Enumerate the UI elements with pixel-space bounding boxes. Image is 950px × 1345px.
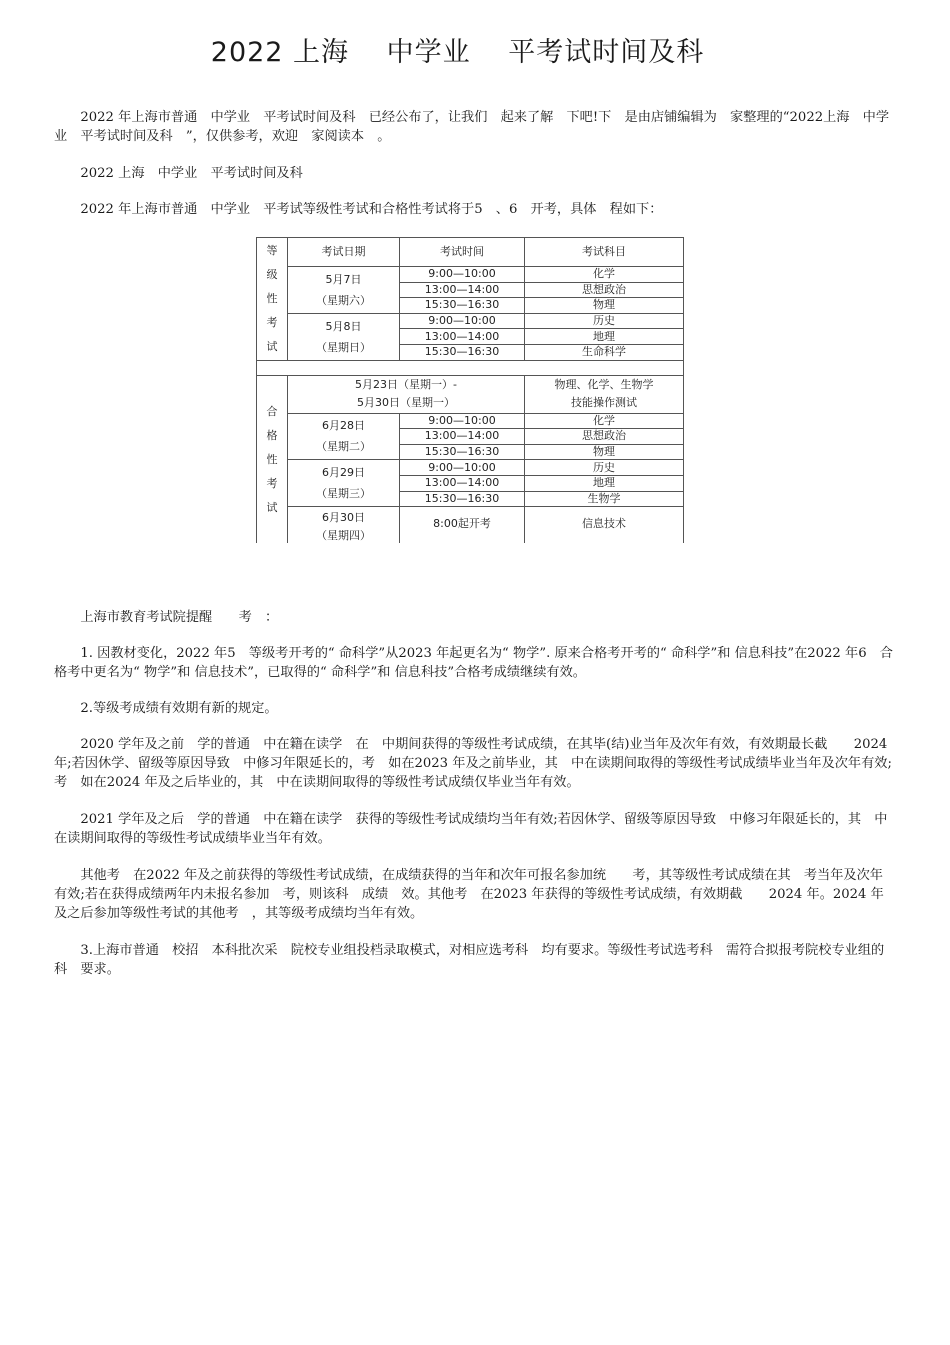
exam-time: 9:00—10:00 [400, 413, 525, 429]
rule-1-paragraph: 1. 因教材变化，2022 年5 等级考开考的“ 命科学”从2023 年起更名为“ 物学”. 原来合格考开考的“ 命科学”和 信息科技”在2022 年6 合格考中更名为“ 物学”和 信息技术”，已取得的“ 命科学”和 信息科技”合格考成绩继续有效。 [54, 646, 893, 680]
subtitle-paragraph: 2022 上海 中学业 平考试时间及科 [54, 166, 303, 181]
rule-2-paragraph: 2.等级考成绩有效期有新的规定。 [54, 701, 278, 716]
header-time: 考试时间 [400, 238, 525, 267]
exam-subject: 思想政治 [525, 429, 684, 445]
exam-subject: 思想政治 [525, 282, 684, 298]
rule-2021-paragraph: 2021 学年及之后 学的普通 中在籍在读学 获得的等级性考试成绩均当年有效;若因休学、留级等原因导致 中修习年限延长的，其 中在读期间取得的等级性考试成绩毕业当年有效。 [54, 812, 888, 846]
graded-date: 5月8日 （星期日） [288, 313, 400, 360]
header-date: 考试日期 [288, 238, 400, 267]
exam-time: 13:00—14:00 [400, 429, 525, 445]
exam-subject: 地理 [525, 475, 684, 491]
qualifying-date: 6月30日 （星期四） [288, 507, 400, 543]
exam-subject: 生物学 [525, 491, 684, 507]
qualifying-exam-label: 合 格 性 考 试 [257, 375, 288, 543]
exam-subject: 历史 [525, 460, 684, 476]
exam-time: 9:00—10:00 [400, 460, 525, 476]
exam-subject: 物理 [525, 298, 684, 314]
rule-3-paragraph: 3.上海市普通 校招 本科批次采 院校专业组投档录取模式，对相应选考科 均有要求。等级性考试选考科 需符合拟报考院校专业组的科 要求。 [54, 943, 885, 977]
other-candidates-paragraph: 其他考 在2022 年及之前获得的等级性考试成绩，在成绩获得的当年和次年可报名参加统 考，其等级性考试成绩在其 考当年及次年有效;若在获得成绩两年内未报名参加 考，则该科 成绩 效。其他考 在2023 年获得的等级性考试成绩，有效期截 2024 年。2024 年及之后参加等级性考试的其他考 ，其等级考成绩均当年有效。 [54, 868, 884, 921]
exam-time: 8:00起开考 [400, 507, 525, 543]
exam-subject: 生命科学 [525, 344, 684, 360]
table-divider [257, 360, 684, 375]
intro-paragraph: 2022 年上海市普通 中学业 平考试时间及科 已经公布了，让我们 起来了解 下吧!下 是由店铺编辑为 家整理的“2022上海 中学业 平考试时间及科 ”，仅供参考，欢迎 家阅读本 。 [54, 110, 890, 144]
exam-time: 13:00—14:00 [400, 282, 525, 298]
page-title: 2022 上海 中学业 平考试时间及科 [210, 37, 705, 68]
exam-time: 15:30—16:30 [400, 298, 525, 314]
exam-time: 13:00—14:00 [400, 475, 525, 491]
graded-exam-label: 等 级 性 考 试 [257, 238, 288, 361]
reminder-heading: 上海市教育考试院提醒 考 ： [54, 610, 279, 625]
exam-schedule-table [256, 237, 684, 543]
exam-time: 13:00—14:00 [400, 329, 525, 345]
exam-subject: 地理 [525, 329, 684, 345]
schedule-intro-paragraph: 2022 年上海市普通 中学业 平考试等级性考试和合格性考试将于5 、6 开考，具体 程如下： [54, 202, 663, 217]
lab-test-date: 5月23日（星期一）- 5月30日（星期一） [288, 375, 525, 413]
lab-test-subject: 物理、化学、生物学 技能操作测试 [525, 375, 684, 413]
exam-time: 15:30—16:30 [400, 491, 525, 507]
exam-subject: 化学 [525, 267, 684, 283]
exam-subject: 信息技术 [525, 507, 684, 543]
exam-time: 9:00—10:00 [400, 267, 525, 283]
qualifying-date: 6月28日 （星期二） [288, 413, 400, 460]
rule-2020-paragraph: 2020 学年及之前 学的普通 中在籍在读学 在 中期间获得的等级性考试成绩，在其毕(结)业当年及次年有效，有效期最长截 2024 年;若因休学、留级等原因导致 中修习年限延长的，考 如在2023 年及之前毕业，其 中在读期间取得的等级性考试成绩毕业当年及次年有效;考 如在2024 年及之后毕业的，其 中在读期间取得的等级性考试成绩仅毕业当年有效。 [54, 737, 892, 790]
exam-subject: 历史 [525, 313, 684, 329]
exam-time: 15:30—16:30 [400, 344, 525, 360]
exam-time: 15:30—16:30 [400, 444, 525, 460]
exam-time: 9:00—10:00 [400, 313, 525, 329]
exam-subject: 物理 [525, 444, 684, 460]
graded-date: 5月7日 （星期六） [288, 267, 400, 314]
exam-subject: 化学 [525, 413, 684, 429]
header-subject: 考试科目 [525, 238, 684, 267]
qualifying-date: 6月29日 （星期三） [288, 460, 400, 507]
